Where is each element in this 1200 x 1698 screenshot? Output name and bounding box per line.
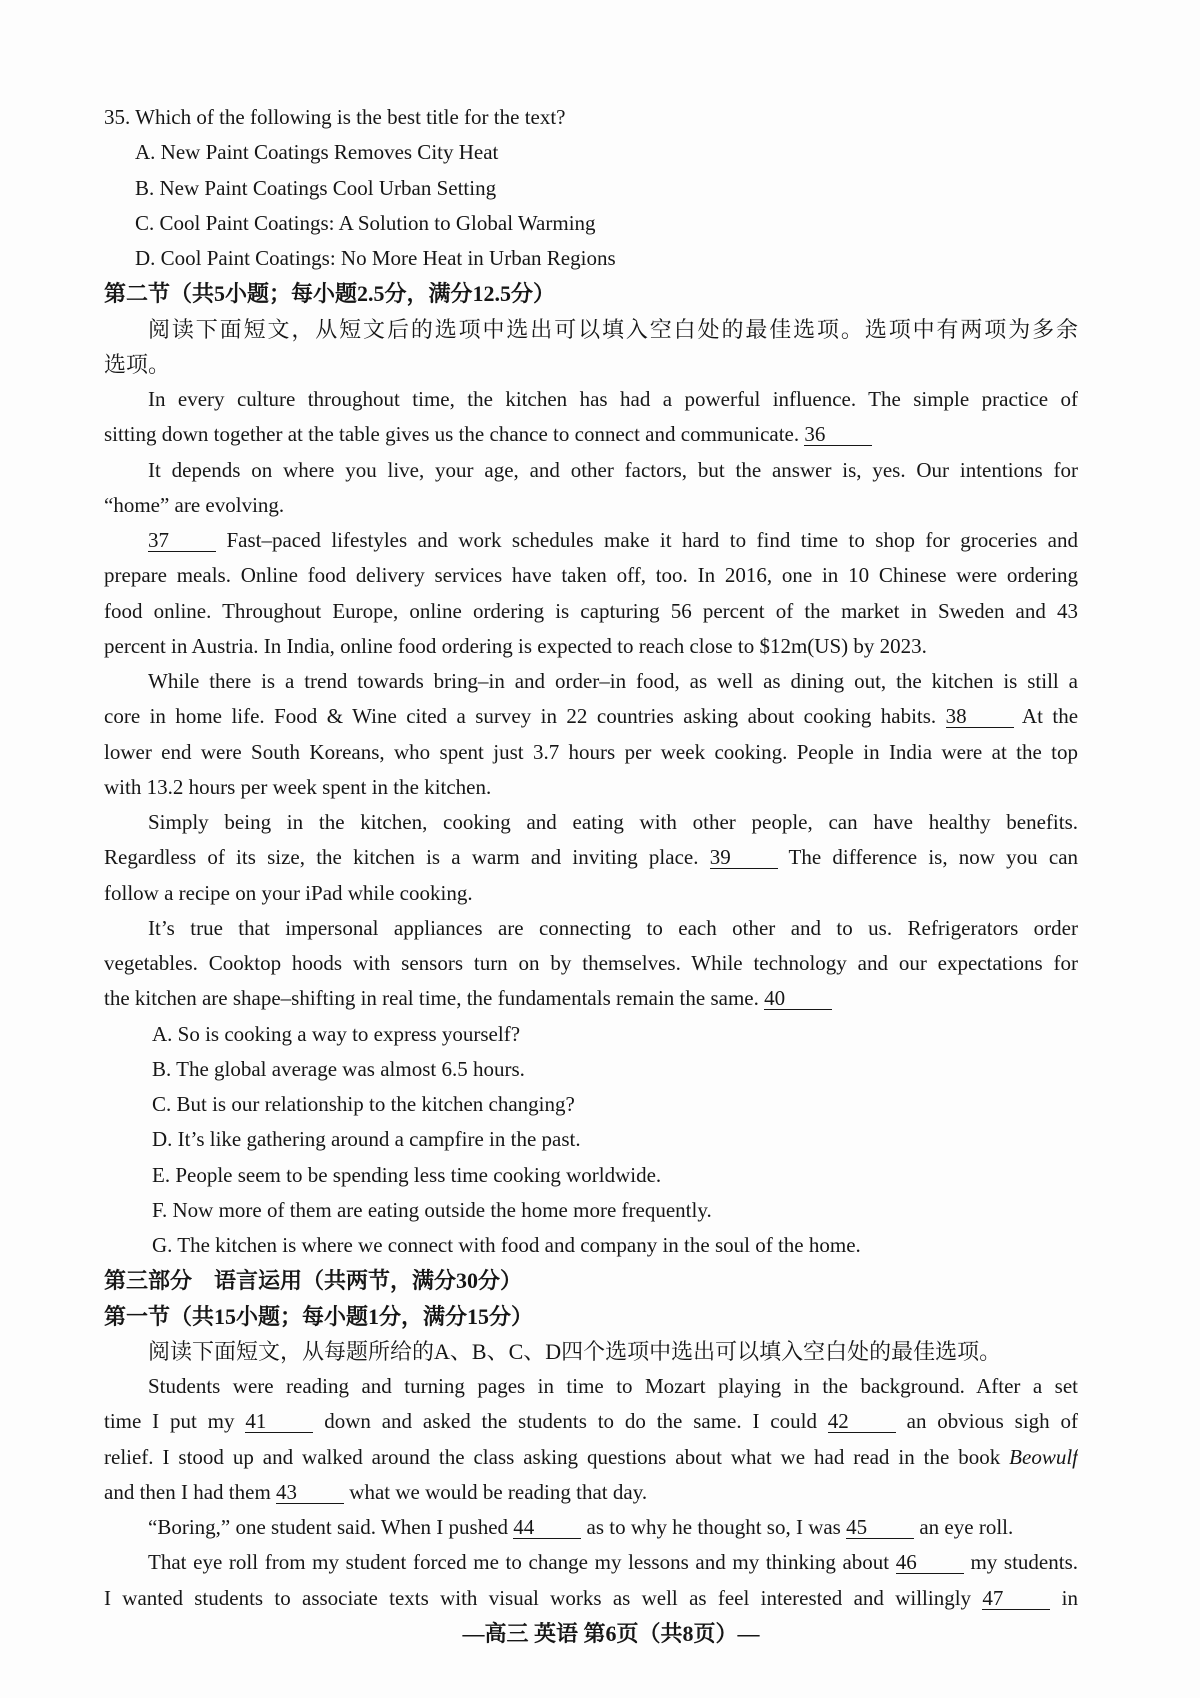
page-footer: —高三 英语 第6页（共8页）— [462,1620,760,1646]
passage-text: core in home life. Food & Wine cited a survey in 22 countries asking about cooking habits. [104,704,937,729]
passage-line [104,1545,1078,1580]
question-35-stem: 35. Which of the following is the best title for the text? [104,105,566,129]
passage-line: “home” are evolving. [104,492,285,517]
passage-line: vegetables. Cooktop hoods with sensors turn on by themselves. While technology and our expectations for [104,951,1078,975]
passage-line: food online. Throughout Europe, online ordering is capturing 56 percent of the market in Sweden and 43 [104,598,1078,623]
passage-text: “Boring,” one student said. When I pushed [148,1515,509,1539]
answer-blank-47: 47 [982,1587,1050,1610]
section-2-option-f: F. Now more of them are eating outside the home more frequently. [152,1197,712,1222]
answer-blank-38: 38 [946,705,1014,728]
section-2-option-d: D. It’s like gathering around a campfire in the past. [152,1127,581,1152]
book-title: Beowulf [1009,1444,1078,1469]
section-2-option-e: E. People seem to be spending less time cooking worldwide. [152,1162,662,1187]
passage-line: lower end were South Koreans, who spent just 3.7 hours per week cooking. People in India were at the top [104,739,1078,764]
question-35-option-b: B. New Paint Coatings Cool Urban Setting [135,175,497,200]
passage-line [104,523,1078,558]
passage-text: Fast–paced lifestyles and work schedules make it hard to find time to shop for groceries and [226,528,1078,552]
passage-line: While there is a trend towards bring–in and order–in food, as well as dining out, the kitchen is still a [148,669,1078,693]
passage-text: my students. [970,1550,1078,1575]
page-content [104,100,1078,1651]
passage-text: the kitchen are shape–shifting in real time, the fundamentals remain the same. [104,986,759,1011]
passage-line [104,699,1078,734]
passage-text: an obvious sigh of [906,1409,1078,1434]
passage-text: an eye roll. [919,1515,1014,1539]
passage-line: percent in Austria. In India, online food ordering is expected to reach close to $12m(US) by 2023. [104,633,927,658]
passage-line: follow a recipe on your iPad while cooking. [104,880,473,905]
passage-text: what we would be reading that day. [349,1479,648,1504]
part-3-section-1-heading: 第一节（共15小题；每小题1分，满分15分） [104,1303,534,1329]
answer-blank-42: 42 [828,1410,896,1433]
passage-text: down and asked the students to do the same. I could [324,1409,817,1434]
passage-line: It’s true that impersonal appliances are connecting to each other and to us. Refrigerators order [148,915,1078,940]
passage-text: That eye roll from my student forced me to change my lessons and my thinking about [148,1550,890,1575]
section-2-option-a: A. So is cooking a way to express yourself? [152,1021,521,1046]
section-2-instruction-line: 选项。 [104,351,171,377]
answer-blank-43: 43 [276,1481,344,1504]
passage-text: in [1061,1585,1078,1610]
passage-line: It depends on where you live, your age, and other factors, but the answer is, yes. Our intentions for [148,457,1078,482]
passage-line [104,1404,1078,1439]
passage-line [104,417,1078,452]
passage-line: with 13.2 hours per week spent in the kitchen. [104,774,492,799]
part-3-instruction: 阅读下面短文，从每题所给的A、B、C、D四个选项中选出可以填入空白处的最佳选项。 [148,1338,1002,1364]
section-2-option-g: G. The kitchen is where we connect with food and company in the soul of the home. [152,1233,861,1257]
section-2-instruction-line: 阅读下面短文，从短文后的选项中选出可以填入空白处的最佳选项。选项中有两项为多余 [148,316,1078,342]
answer-blank-44: 44 [513,1516,581,1539]
passage-line [104,1581,1078,1616]
section-2-option-c: C. But is our relationship to the kitchen changing? [152,1092,575,1116]
passage-line [104,840,1078,875]
answer-blank-45: 45 [846,1516,914,1539]
passage-line [104,981,1078,1016]
passage-text: relief. I stood up and walked around the class asking questions about what we had read in the book [104,1444,1001,1469]
answer-blank-40: 40 [764,987,832,1010]
passage-text: sitting down together at the table gives us the chance to connect and communicate. [104,422,800,447]
question-35-option-a: A. New Paint Coatings Removes City Heat [135,140,499,165]
section-2-heading: 第二节（共5小题；每小题2.5分，满分12.5分） [104,281,556,307]
passage-line: prepare meals. Online food delivery services have taken off, too. In 2016, one in 10 Chinese were ordering [104,563,1078,588]
answer-blank-39: 39 [710,846,778,869]
section-2-option-b: B. The global average was almost 6.5 hours. [152,1056,525,1081]
passage-text: At the [1021,704,1078,729]
passage-line [104,1475,1078,1510]
passage-text: The difference is, now you can [788,845,1078,870]
answer-blank-46: 46 [896,1551,964,1574]
passage-text: and then I had them [104,1479,271,1504]
passage-line: In every culture throughout time, the kitchen has had a powerful influence. The simple practice of [148,387,1078,411]
answer-blank-37: 37 [148,529,216,552]
part-3-heading: 第三部分 语言运用（共两节，满分30分） [104,1268,523,1294]
passage-text: Regardless of its size, the kitchen is a warm and inviting place. [104,845,699,870]
answer-blank-41: 41 [245,1410,313,1433]
passage-text: as to why he thought so, I was [586,1515,841,1539]
question-35-option-d: D. Cool Paint Coatings: No More Heat in Urban Regions [135,246,616,270]
passage-line [104,1510,1078,1545]
passage-line: Students were reading and turning pages in time to Mozart playing in the background. After a set [148,1374,1078,1398]
passage-line: Simply being in the kitchen, cooking and eating with other people, can have healthy benefits. [148,810,1078,834]
passage-text: I wanted students to associate texts with visual works as well as feel interested and willingly [104,1585,972,1610]
passage-text: time I put my [104,1409,235,1434]
answer-blank-36: 36 [804,423,872,446]
question-35-option-c: C. Cool Paint Coatings: A Solution to Global Warming [135,210,596,235]
passage-line [104,1440,1078,1475]
